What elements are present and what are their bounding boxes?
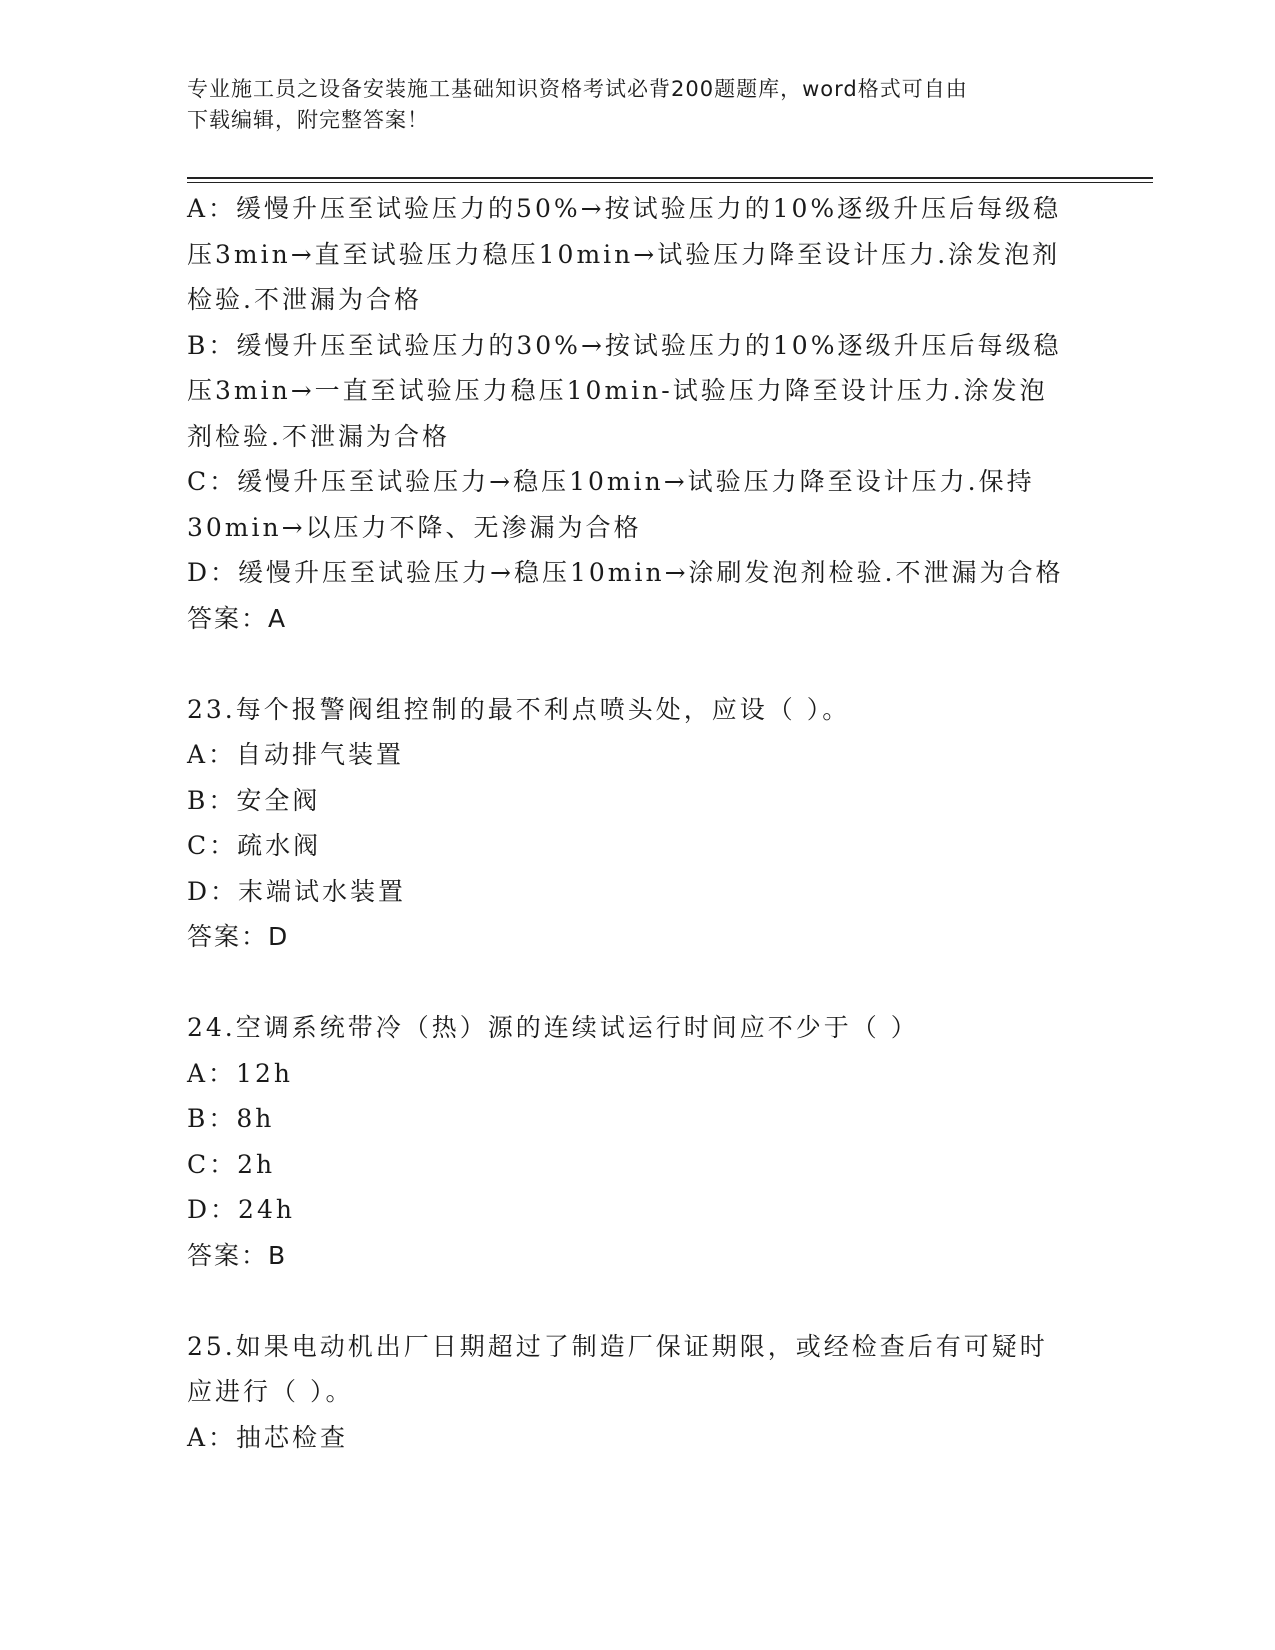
q22-option-a-line-2: 压3min→直至试验压力稳压10min→试验压力降至设计压力.涂发泡剂 bbox=[187, 239, 1061, 269]
q24-option-a: A：12h bbox=[187, 1058, 293, 1088]
q23-answer: 答案：D bbox=[187, 922, 290, 951]
q22-option-d bbox=[187, 550, 1087, 596]
q22-option-b-line-2: 压3min→一直至试验压力稳压10min-试验压力降至设计压力.涂发泡 bbox=[187, 376, 1048, 405]
q24-option-d: D：24h bbox=[187, 1195, 295, 1224]
q25-question-line-2: 应进行（ ）。 bbox=[187, 1377, 354, 1406]
q25-option-a: A：抽芯检查 bbox=[187, 1422, 349, 1452]
q22-option-b-line-3: 剂检验.不泄漏为合格 bbox=[187, 421, 450, 451]
header-line-1: 专业施工员之设备安装施工基础知识资格考试必背200题题库，word格式可自由 bbox=[187, 77, 968, 101]
q23-option-a: A：自动排气装置 bbox=[187, 740, 405, 769]
q25-question-line-1: 25.如果电动机出厂日期超过了制造厂保证期限，或经检查后有可疑时 bbox=[187, 1331, 1048, 1361]
q22-answer: 答案：A bbox=[187, 603, 288, 633]
header-divider-thick bbox=[187, 177, 1153, 179]
q22-option-b-line-1: B：缓慢升压至试验压力的30%→按试验压力的10%逐级升压后每级稳 bbox=[187, 330, 1062, 360]
q22-option-c bbox=[187, 459, 1087, 550]
q23-option-c: C：疏水阀 bbox=[187, 831, 322, 860]
spacer bbox=[187, 1278, 1087, 1324]
header-line-2: 下载编辑，附完整答案！ bbox=[187, 108, 429, 132]
q22-option-a bbox=[187, 186, 1087, 323]
q24-question: 24.空调系统带冷（热）源的连续试运行时间应不少于（ ） bbox=[187, 1013, 919, 1042]
spacer bbox=[187, 641, 1087, 687]
q23-question: 23.每个报警阀组控制的最不利点喷头处，应设（ ）。 bbox=[187, 694, 851, 724]
q22-option-c-line-2: 30min→以压力不降、无渗漏为合格 bbox=[187, 512, 642, 542]
q23-option-b: B：安全阀 bbox=[187, 785, 321, 815]
q22-option-a-line-3: 检验.不泄漏为合格 bbox=[187, 285, 422, 314]
document-header bbox=[187, 74, 1067, 136]
q22-option-a-line-1: A：缓慢升压至试验压力的50%→按试验压力的10%逐级升压后每级稳 bbox=[187, 194, 1062, 223]
q24-option-b: B：8h bbox=[187, 1104, 275, 1133]
q22-option-c-line-1: C：缓慢升压至试验压力→稳压10min→试验压力降至设计压力.保持 bbox=[187, 467, 1035, 496]
q24-answer: 答案：B bbox=[187, 1240, 288, 1270]
question-content bbox=[187, 186, 1087, 1460]
q23-option-d: D：末端试水装置 bbox=[187, 876, 407, 906]
spacer bbox=[187, 960, 1087, 1006]
header-divider-thin bbox=[187, 182, 1153, 183]
q24-option-c: C：2h bbox=[187, 1149, 276, 1179]
q22-option-d-line-1: D：缓慢升压至试验压力→稳压10min→涂刷发泡剂检验.不泄漏为合格 bbox=[187, 558, 1064, 587]
q22-option-b bbox=[187, 323, 1087, 460]
